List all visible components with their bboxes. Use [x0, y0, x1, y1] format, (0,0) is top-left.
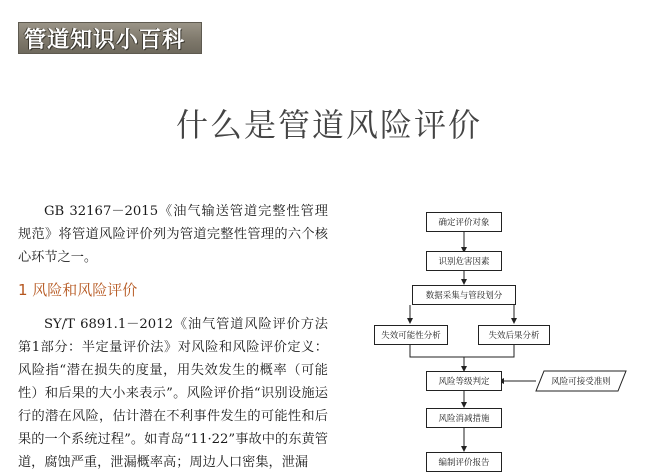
banner-text: 管道知识小百科 — [24, 27, 186, 53]
step-acceptance-criteria: 风险可接受准则 — [551, 377, 611, 387]
section-heading: 1 风险和风险评价 — [18, 281, 138, 299]
step-failure-likelihood: 失效可能性分析 — [374, 325, 448, 345]
page-title: 什么是管道风险评价 — [175, 106, 482, 144]
article-body — [18, 200, 328, 474]
step-failure-consequence: 失效后果分析 — [478, 325, 550, 345]
step-report: 编制评价报告 — [426, 452, 502, 472]
step-risk-level: 风险等级判定 — [426, 371, 502, 391]
paragraph-intro: GB 32167－2015《油气输送管道完整性管理规范》将管道风险评价列为管道完整性管理的六个核心环节之一。 — [18, 204, 328, 265]
step-risk-mitigation: 风险消减措施 — [426, 408, 502, 428]
column-banner — [18, 22, 202, 54]
step-identify-hazards: 识别危害因素 — [426, 251, 502, 271]
paragraph-definition: SY/T 6891.1－2012《油气管道风险评价方法 第1部分：半定量评价法》对风险和风险评价定义：风险指“潜在损失的度量，用失效发生的概率（可能性）和后果的大小来表示”。风险评价指“识别设施运行的潜在风险，估计潜在不利事件发生的可能性和后果的一个系统过程”。如青岛“11·22”事故中的东黄管道，腐蚀严重，泄漏概率高；周边人口密集，泄漏 — [18, 317, 328, 470]
risk-assessment-flowchart — [370, 202, 658, 474]
merge-line — [410, 345, 514, 357]
step-data-collection: 数据采集与管段划分 — [412, 285, 516, 305]
step-determine-object: 确定评价对象 — [426, 212, 502, 232]
